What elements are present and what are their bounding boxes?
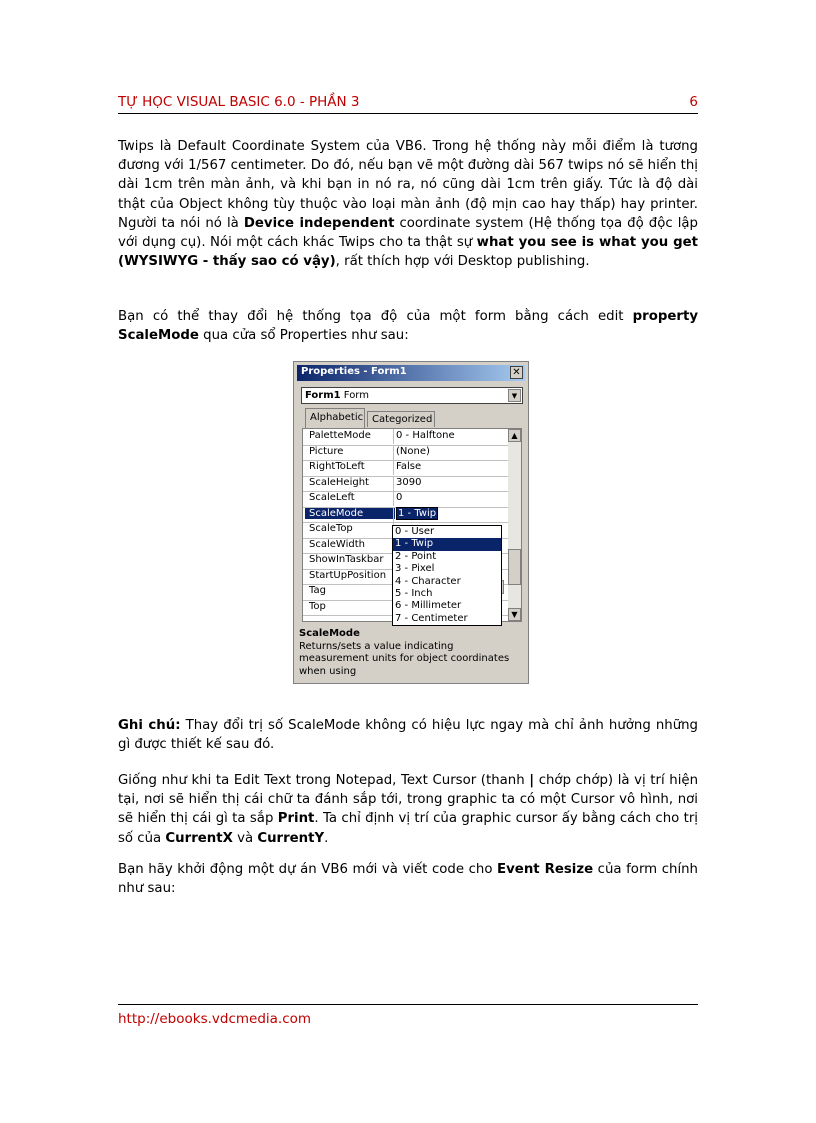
- property-name: ScaleMode: [305, 508, 395, 519]
- scroll-thumb[interactable]: [508, 549, 521, 585]
- dropdown-option[interactable]: 0 - User: [395, 526, 435, 537]
- tab-alphabetic[interactable]: Alphabetic: [305, 408, 365, 428]
- footer-link[interactable]: http://ebooks.vdcmedia.com: [118, 1011, 312, 1027]
- description-title: ScaleMode: [299, 628, 360, 639]
- properties-titlebar: [297, 365, 525, 381]
- dropdown-option[interactable]: 7 - Centimeter: [395, 612, 468, 624]
- object-selector[interactable]: [301, 387, 523, 404]
- object-type: Form: [343, 390, 369, 401]
- bold-run: |: [529, 773, 535, 788]
- scalemode-dropdown-list: [392, 525, 502, 626]
- scroll-down-icon[interactable]: ▼: [508, 608, 521, 621]
- dropdown-option[interactable]: 6 - Millimeter: [395, 600, 462, 612]
- property-value: False: [396, 461, 422, 472]
- property-row[interactable]: [303, 460, 511, 477]
- text-run: .: [324, 830, 329, 846]
- text-run: qua cửa sổ Properties như sau:: [198, 328, 409, 344]
- object-name: Form1: [305, 390, 341, 401]
- property-value: 3090: [396, 476, 422, 488]
- paragraph-twips: [118, 137, 698, 271]
- properties-window-screenshot: [293, 361, 529, 684]
- property-name: ShowInTaskbar: [309, 554, 384, 565]
- property-name: Tag: [309, 585, 326, 596]
- vertical-scrollbar[interactable]: [508, 429, 521, 621]
- property-name: RightToLeft: [309, 461, 365, 472]
- dropdown-option[interactable]: 5 - Inch: [395, 587, 433, 599]
- scroll-up-icon[interactable]: ▲: [508, 429, 521, 442]
- header-title: TỰ HỌC VISUAL BASIC 6.0 - PHẦN 3: [118, 94, 360, 110]
- text-run: coordinate system (Hệ thống tọa độ độc lập với dụng cụ). Nói một cách khác Twips cho ta thật sự: [118, 215, 698, 251]
- paragraph-resize: [118, 860, 698, 898]
- bold-run: property ScaleMode: [118, 309, 698, 344]
- paragraph-cursor: [118, 771, 698, 848]
- bold-run: Device independent: [243, 215, 395, 231]
- page-number: 6: [689, 94, 698, 110]
- dropdown-option[interactable]: 4 - Character: [395, 575, 461, 587]
- description-text: Returns/sets a value indicating measurement units for object coordinates when using: [299, 640, 510, 677]
- bold-run: Print: [277, 811, 315, 827]
- property-row[interactable]: [303, 476, 511, 493]
- text-run: . Ta chỉ định vị trí của graphic cursor ấy bằng cách cho trị số của: [118, 811, 698, 846]
- property-name: ScaleWidth: [309, 538, 365, 550]
- property-row[interactable]: [303, 429, 511, 446]
- text-run: của form chính như sau:: [118, 862, 698, 897]
- property-row[interactable]: [303, 491, 511, 508]
- paragraph-note: [118, 716, 698, 754]
- text-run: Bạn hãy khởi động một dự án VB6 mới và viết code cho: [118, 862, 498, 877]
- text-run: , rất thích hợp với Desktop publishing.: [335, 254, 590, 270]
- text-run: Bạn có thể thay đổi hệ thống tọa độ của một form bằng cách edit: [118, 309, 633, 324]
- description-pane: [299, 628, 525, 680]
- property-value: 0: [396, 492, 403, 503]
- dropdown-option[interactable]: 3 - Pixel: [395, 563, 435, 575]
- chevron-down-icon[interactable]: ▼: [508, 389, 521, 402]
- footer-divider: [118, 1004, 698, 1005]
- bold-run: Event Resize: [497, 862, 594, 877]
- property-name: ScaleTop: [309, 523, 353, 534]
- property-row[interactable]: [303, 445, 511, 462]
- property-value: 0 - Halftone: [396, 430, 455, 441]
- text-run: Thay đổi trị số ScaleMode không có hiệu lực ngay mà chỉ ảnh hưởng những gì được thiết kế sau đó.: [118, 718, 698, 753]
- property-name: StartUpPosition: [309, 569, 387, 581]
- paragraph-scalemode: [118, 307, 698, 345]
- property-row-selected[interactable]: [303, 507, 511, 524]
- page-header: [118, 93, 698, 114]
- property-value: 1 - Twip: [398, 507, 437, 519]
- text-run: Twips là Default Coordinate System của VB6. Trong hệ thống này mỗi điểm là tương đương với 1/567 centimeter. Do đó, nếu bạn vẽ một đường dài 567 twips nó sẽ hiển thị dài 1cm trên màn ảnh, và khi bạn in nó ra, nó cũng dài 1cm trên giấy. Tức là độ dài thật của Object không tùy thuộc vào loại màn ảnh (độ mịn cao hay thấp) hay printer. Người ta nói nó là: [118, 139, 698, 231]
- property-name: PaletteMode: [309, 430, 371, 441]
- dropdown-option[interactable]: 2 - Point: [395, 550, 437, 562]
- tab-categorized[interactable]: Categorized: [367, 411, 435, 427]
- bold-run: CurrentY: [257, 830, 325, 846]
- text-run: chớp chớp) là vị trí hiện tại, nơi sẽ hiển thị cái chữ ta đánh sắp tới, trong graphic ta có một Cursor vô hình, nơi sẽ hiển thị cái gì ta sắp: [118, 773, 698, 827]
- property-name: ScaleHeight: [309, 476, 369, 488]
- text-run: Giống như khi ta Edit Text trong Notepad, Text Cursor (thanh: [118, 773, 530, 788]
- text-run: và: [232, 830, 258, 846]
- property-value: (None): [396, 445, 430, 457]
- dropdown-option-selected[interactable]: 1 - Twip: [393, 538, 501, 550]
- property-name: ScaleLeft: [309, 492, 355, 503]
- bold-run: what you see is what you get (WYSIWYG - thấy sao có vậy): [118, 235, 698, 270]
- bold-run: Ghi chú:: [118, 718, 181, 733]
- properties-title: Properties - Form1: [301, 366, 407, 377]
- bold-run: CurrentX: [165, 830, 233, 846]
- property-name: Top: [309, 600, 326, 612]
- close-icon[interactable]: ✕: [510, 366, 523, 379]
- property-name: Picture: [309, 445, 344, 457]
